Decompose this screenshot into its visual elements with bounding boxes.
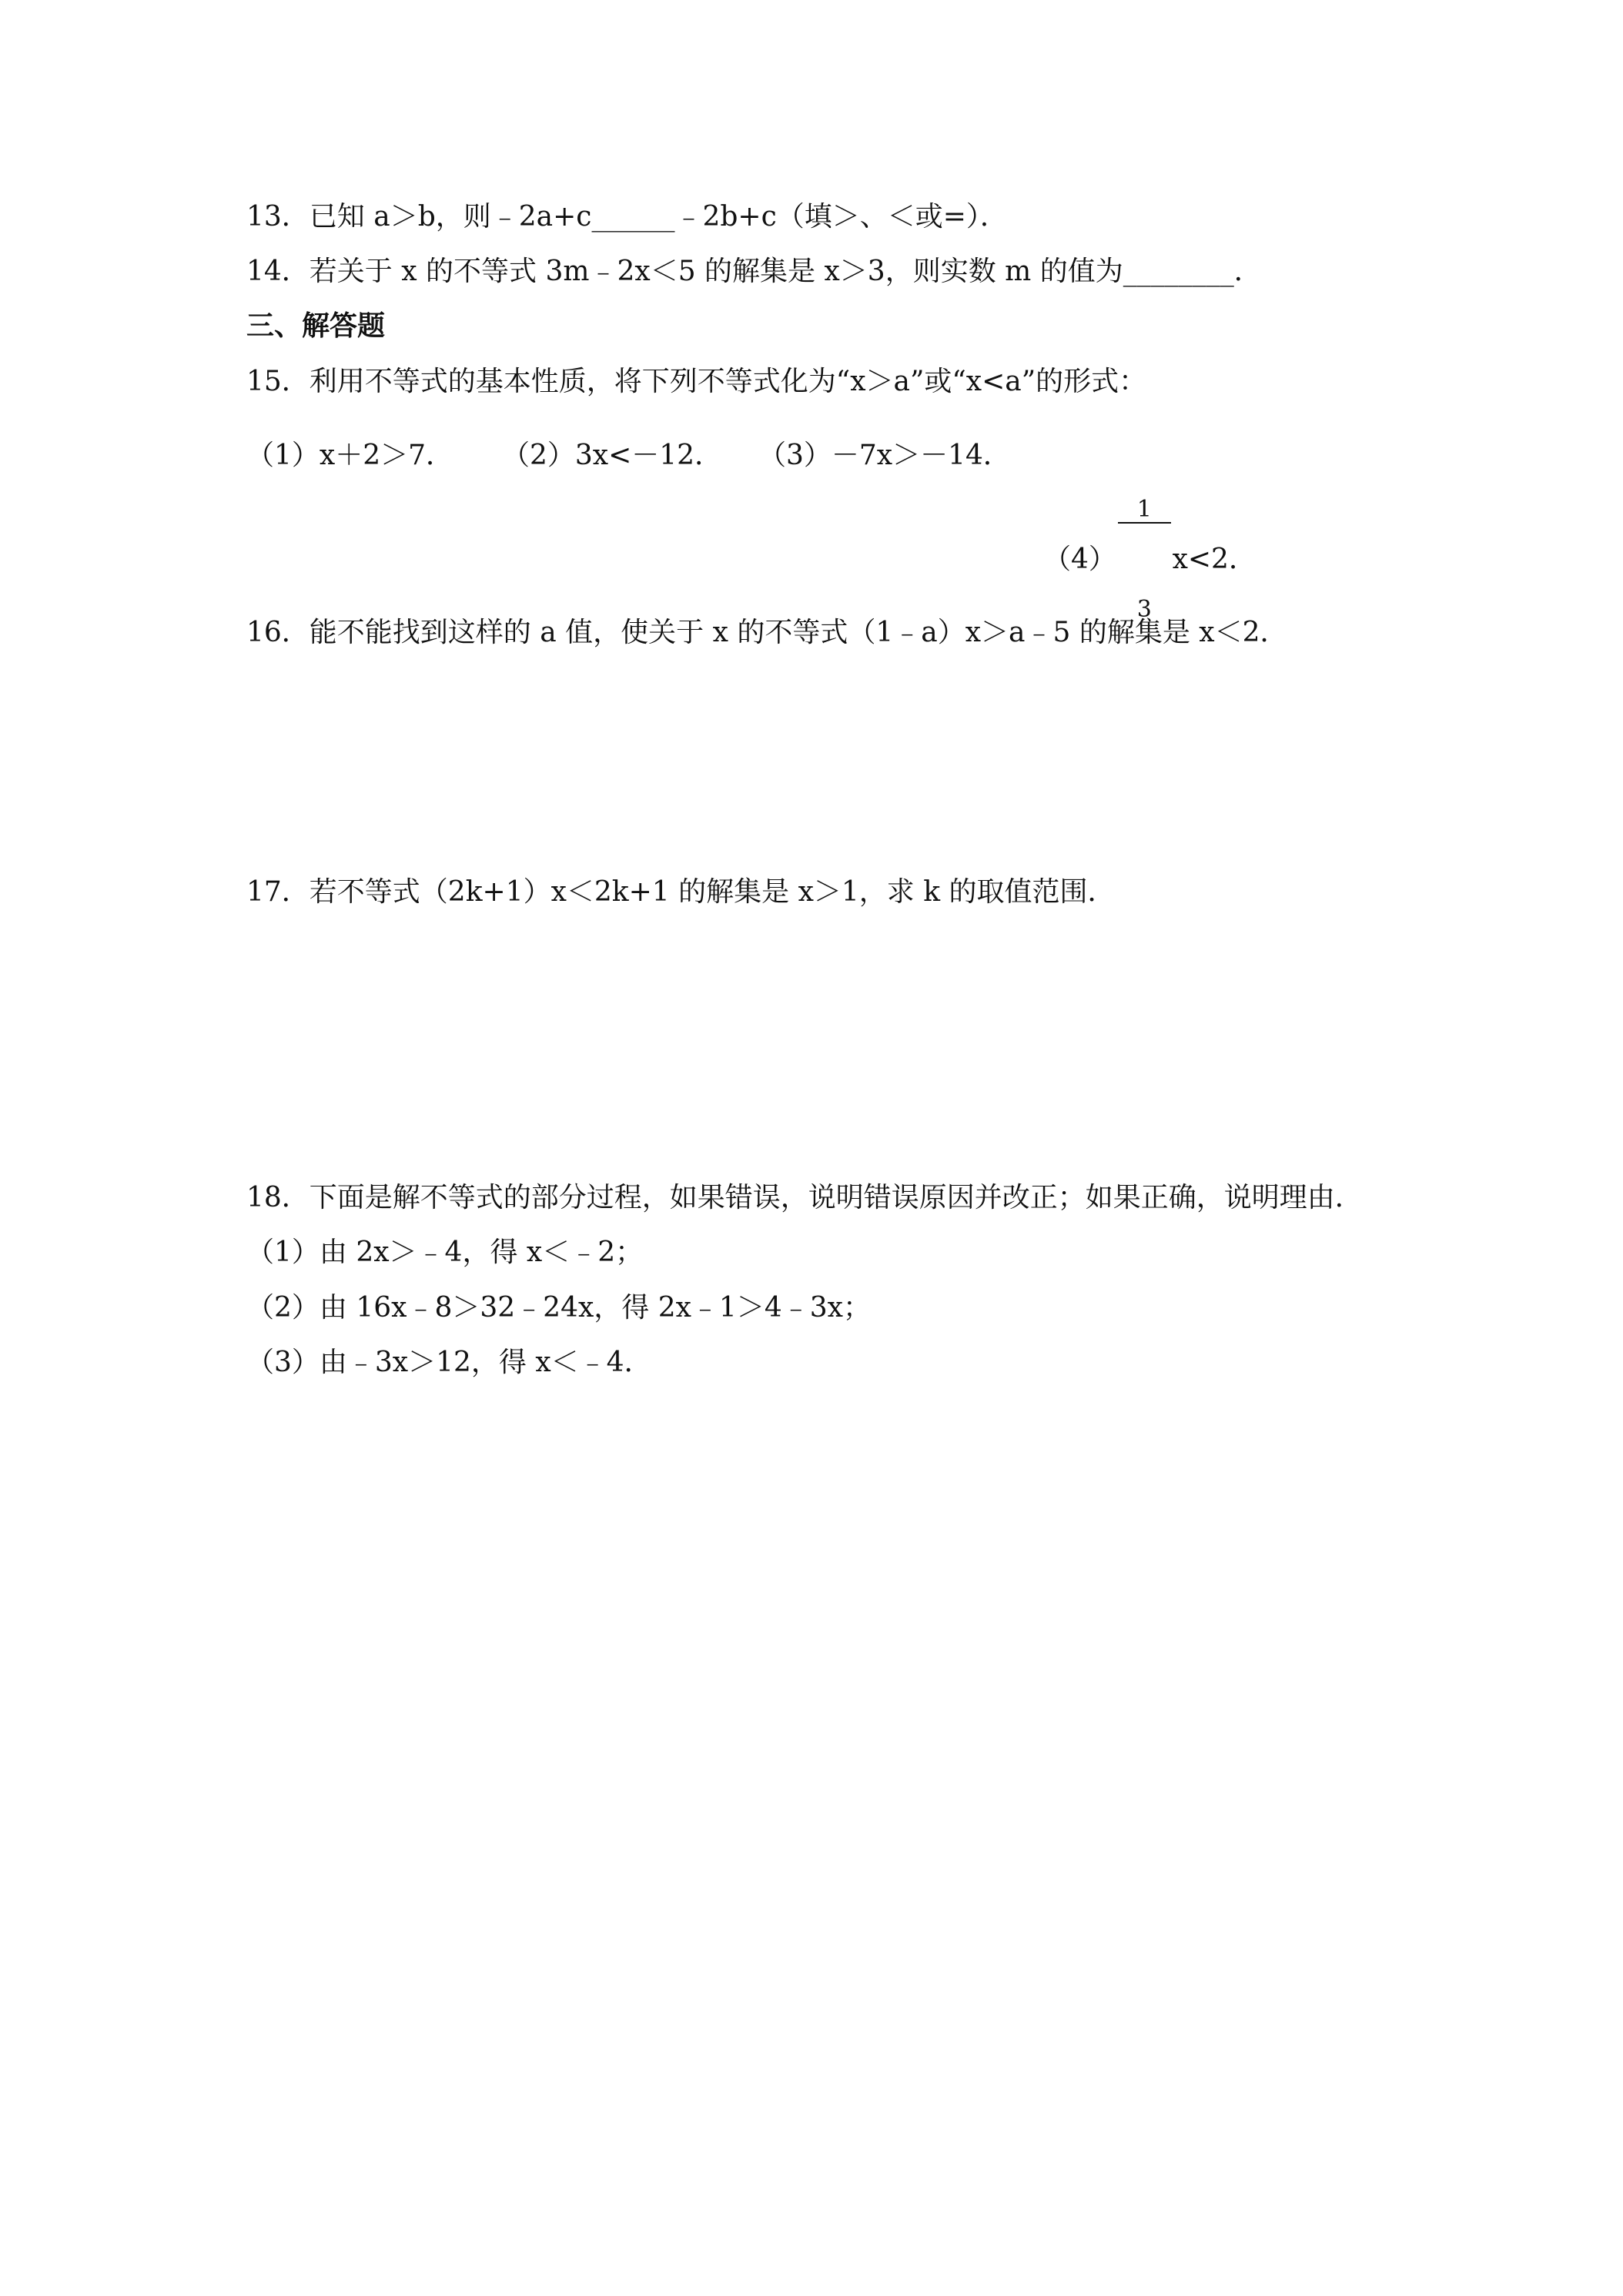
question-18: 18．下面是解不等式的部分过程，如果错误，说明错误原因并改正；如果正确，说明理由．: [246, 1182, 1363, 1213]
fraction-denominator: 3: [1136, 596, 1152, 623]
fraction-numerator: 1: [1118, 497, 1171, 524]
question-14: 14．若关于 x 的不等式 3m﹣2x＜5 的解集是 x＞3，则实数 m 的值为________．: [246, 256, 1262, 287]
section-heading-answers: 三、解答题: [246, 310, 386, 342]
option-4-suffix: x<2．: [1172, 544, 1257, 575]
question-18-item-2: （2）由 16x﹣8＞32﹣24x，得 2x﹣1＞4﹣3x；: [246, 1292, 871, 1324]
question-18-item-1: （1）由 2x＞﹣4，得 x＜﹣2；: [246, 1237, 644, 1268]
question-16: 16．能不能找到这样的 a 值，使关于 x 的不等式（1﹣a）x＞a﹣5 的解集是 x＜2．: [246, 617, 1288, 648]
fraction-one-third: [1118, 423, 1171, 696]
question-15-option-2: （2）3x<－12．: [502, 440, 723, 471]
question-15-option-1: （1）x＋2＞7．: [246, 440, 454, 471]
option-4-prefix: （4）: [1043, 544, 1116, 575]
question-15: 15．利用不等式的基本性质，将下列不等式化为“x＞a”或“x<a”的形式：: [246, 366, 1147, 397]
question-17: 17．若不等式（2k+1）x＜2k+1 的解集是 x＞1，求 k 的取值范围．: [246, 876, 1116, 908]
question-15-option-4: [1043, 423, 1257, 696]
question-18-item-3: （3）由﹣3x＞12，得 x＜﹣4．: [246, 1347, 652, 1378]
question-15-option-3: （3）－7x＞－14．: [758, 440, 1011, 471]
question-13: 13．已知 a＞b，则﹣2a+c______﹣2b+c（填＞、＜或=）．: [246, 201, 1008, 233]
